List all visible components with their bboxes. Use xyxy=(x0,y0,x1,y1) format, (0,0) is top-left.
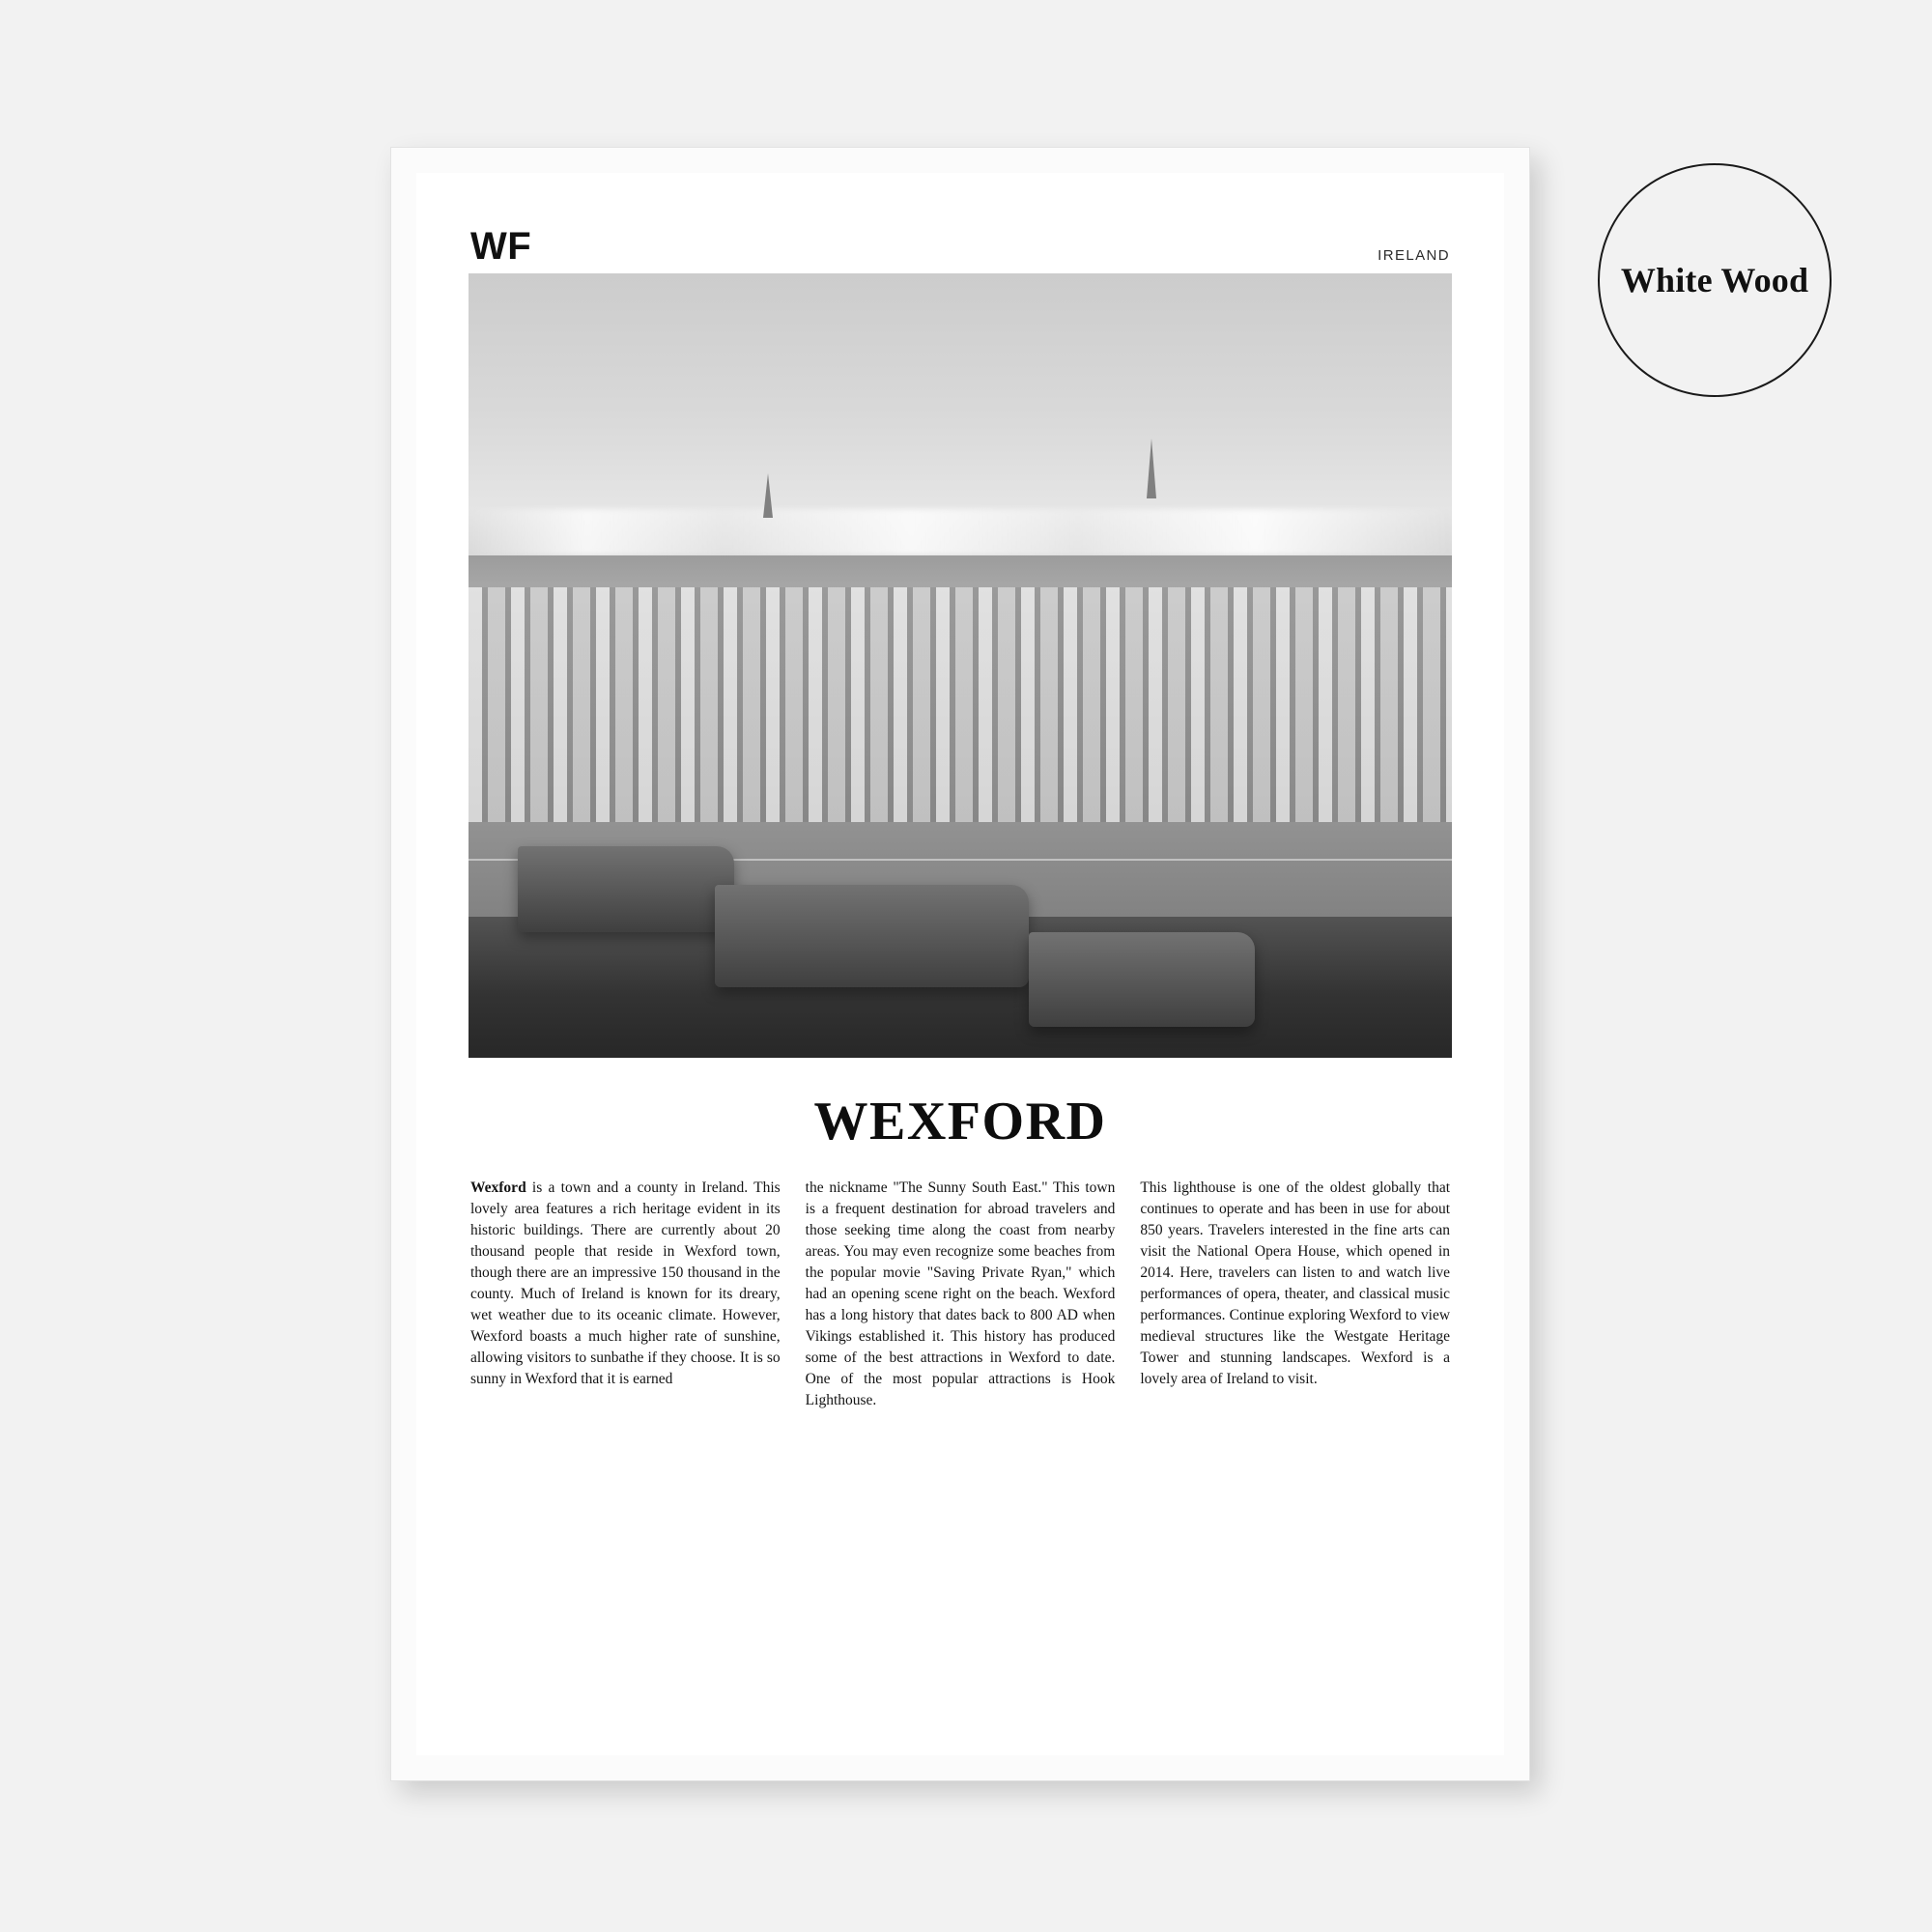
text-lead-in: Wexford xyxy=(470,1179,526,1196)
photo-church-spire xyxy=(763,473,773,518)
poster-country-label: IRELAND xyxy=(1378,247,1450,264)
text-column-2-body: the nickname "The Sunny South East." This town is a frequent destination for abroad travelers and those seeking time along the coast from nearby areas. You may even recognize some beaches from the popular movie "Saving Private Ryan," which had an opening scene right on the beach. Wexford has a long history that dates back to 800 AD when Vikings established it. This history has produced some of the best attractions in Wexford to date. One of the most popular attractions is Hook Lighthouse. xyxy=(805,1179,1116,1408)
picture-frame xyxy=(390,147,1530,1781)
poster-title: WEXFORD xyxy=(813,1092,1107,1151)
poster-paper xyxy=(416,173,1504,1755)
text-column-2 xyxy=(806,1178,1116,1411)
photo-townscape xyxy=(469,587,1452,838)
photo-boat xyxy=(518,846,734,932)
photo-cathedral-spire xyxy=(1147,439,1156,498)
text-column-3-body: This lighthouse is one of the oldest globally that continues to operate and has been in use for about 850 years. Travelers interested in the fine arts can visit the National Opera House, which opened in 2014. Here, travelers can listen to and watch live performances of opera, theater, and classical music performances. Continue exploring Wexford to view medieval structures like the Westgate Heritage Tower and stunning landscapes. Wexford is a lovely area of Ireland to visit. xyxy=(1140,1179,1451,1387)
photo-boat xyxy=(715,885,1030,987)
text-column-1-body: is a town and a county in Ireland. This lovely area features a rich heritage evident in its historic buildings. There are currently about 20 thousand people that reside in Wexford town, though there are an impressive 150 thousand in the county. Much of Ireland is known for its dreary, wet weather due to its oceanic climate. However, Wexford boasts a much higher rate of sunshine, allowing visitors to sunbathe if they choose. It is so sunny in Wexford that it is earned xyxy=(470,1179,781,1387)
material-badge xyxy=(1598,163,1832,397)
photo-clouds xyxy=(469,509,1452,556)
text-column-1 xyxy=(470,1178,781,1411)
poster-header xyxy=(469,227,1452,273)
poster-body-text xyxy=(469,1178,1452,1411)
poster-photograph xyxy=(469,273,1452,1058)
text-column-3 xyxy=(1140,1178,1450,1411)
material-badge-label: White Wood xyxy=(1620,261,1809,299)
poster-monogram: WF xyxy=(470,225,532,268)
photo-boat xyxy=(1029,932,1255,1026)
